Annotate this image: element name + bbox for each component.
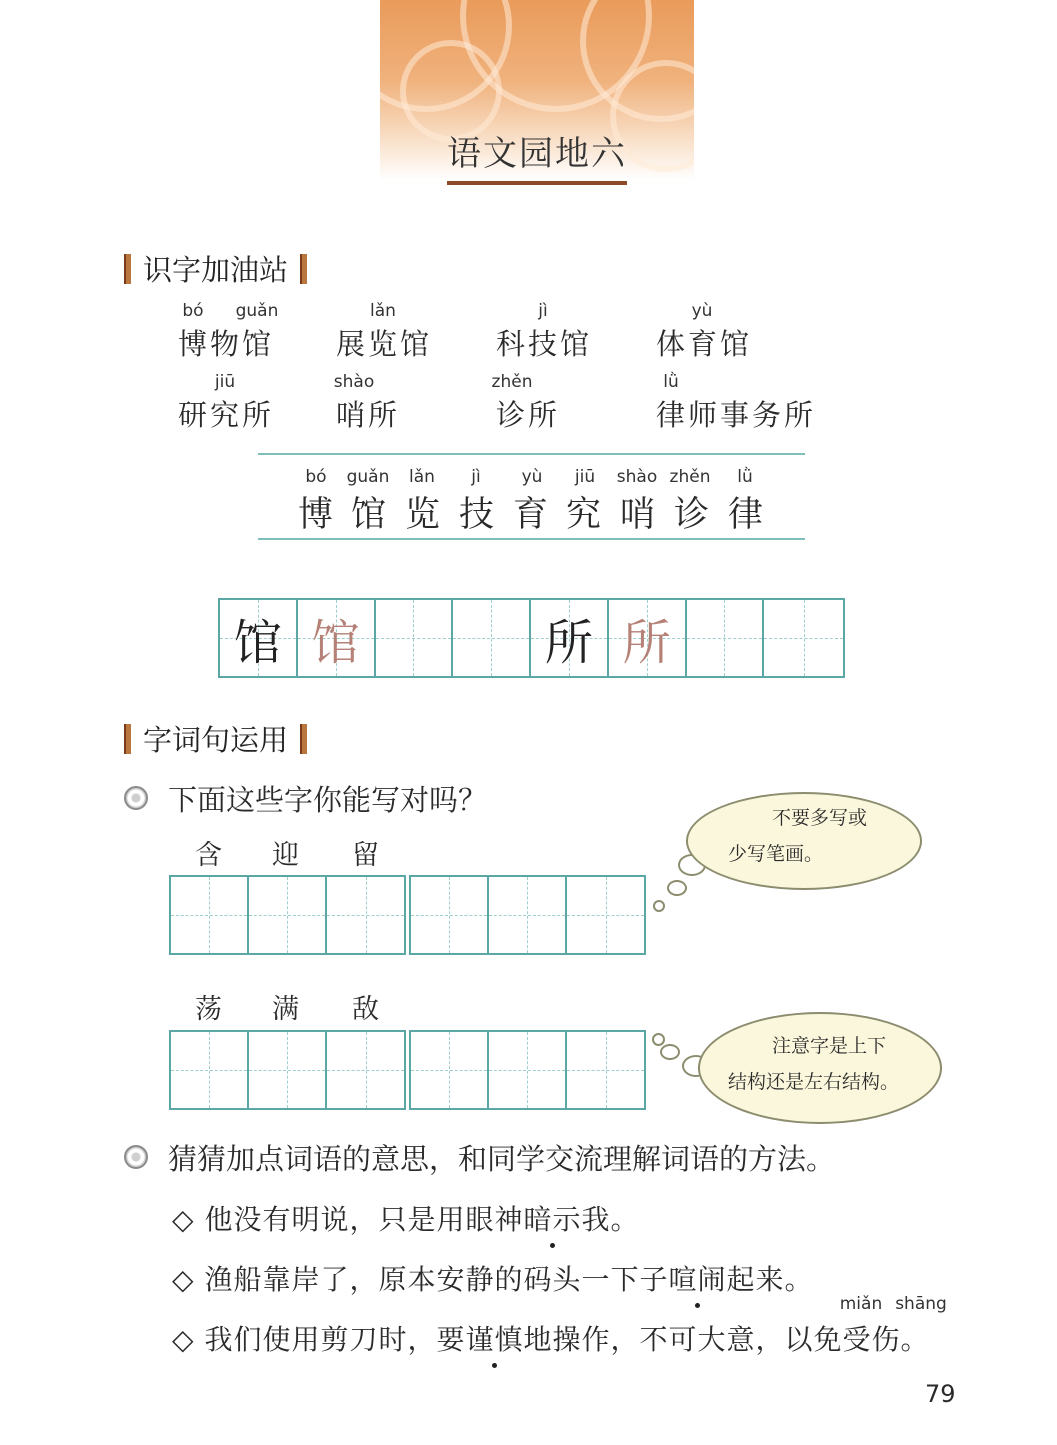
heading-bar-left [124,724,131,754]
pinyin: lǜ [663,372,679,392]
pinyin: zhěn [491,372,533,392]
new-char: 哨 [620,495,656,535]
thought-bubble [653,900,665,912]
dotted-word: 谨慎 [465,1318,523,1358]
grid-cell[interactable] [567,877,644,953]
grid-cell[interactable] [489,1032,567,1108]
char-pinyin: bó [305,467,327,487]
grid-cell[interactable] [327,877,404,953]
grid-cell[interactable] [411,1032,489,1108]
tip-text: 不要多写或 [772,807,868,829]
pinyin: bó [182,301,204,321]
practice-char: 满 [272,994,299,1025]
char-pinyin: lǎn [409,467,435,487]
new-char: 博 [298,495,334,535]
sentence-text: 渔船靠岸了，原本安静的码头一下子 [204,1263,669,1296]
example-sentence [172,1258,814,1298]
practice-char: 敌 [352,994,379,1025]
section-title: 字词句运用 [143,723,289,757]
sentence-text: 我。 [581,1203,640,1236]
grid-cell[interactable] [489,877,567,953]
example-sentence [172,1318,930,1358]
title-underline [447,181,627,185]
practice-char: 留 [352,840,379,871]
new-char: 览 [405,495,441,535]
new-char: 技 [459,495,495,535]
grid-cell[interactable] [171,877,249,953]
grid-cell [531,600,609,676]
grid-cell [220,600,298,676]
writing-grid [409,875,646,955]
char-pinyin: zhěn [669,467,711,487]
pinyin: shāng [895,1294,947,1314]
sentence-text: 他没有明说，只是用眼神 [204,1203,524,1236]
grid-cell[interactable] [171,1032,249,1108]
vocab-word: 诊所 [496,398,561,432]
pinyin: yù [691,301,713,321]
question-prompt: 下面这些字你能写对吗？ [168,783,488,817]
sentence-text: 我们使用剪刀时，要 [204,1323,466,1356]
char-pinyin: guǎn [346,467,390,487]
page-title: 语文园地六 [447,134,627,174]
model-char: 馆 [233,614,282,671]
new-char: 律 [728,495,764,535]
thought-bubble [660,1044,680,1060]
new-char: 诊 [674,495,710,535]
sentence-text: 地操作，不可大意，以免受伤。 [523,1323,930,1356]
char-pinyin: jiū [574,467,596,487]
model-char: 所 [544,614,593,671]
divider-line [258,453,805,455]
vocab-word: 体育馆 [656,327,753,361]
vocab-word: 哨所 [336,398,401,432]
diamond-icon: ◇ [172,1203,195,1236]
section-heading-usage [120,718,311,759]
question-icon [124,1145,148,1169]
heading-bar-left [124,254,131,284]
diamond-icon: ◇ [172,1323,195,1356]
thought-bubble [652,1033,665,1046]
grid-cell [298,600,376,676]
practice-char: 迎 [272,840,299,871]
grid-cell[interactable] [567,1032,644,1108]
tip-text: 结构还是左右结构。 [728,1071,900,1093]
heading-bar-right [300,724,307,754]
sentence-text: 起来。 [726,1263,814,1296]
dotted-word: 暗示 [523,1198,581,1238]
grid-cell[interactable] [453,600,531,676]
writing-grid [169,1030,406,1110]
new-char: 馆 [351,495,387,535]
new-char: 究 [566,495,602,535]
page-number: 79 [925,1380,956,1408]
vocab-word: 律师事务所 [656,398,817,432]
tip-text: 少写笔画。 [728,843,824,865]
practice-char: 荡 [195,994,222,1025]
vocab-word: 科技馆 [496,327,593,361]
vocab-word: 研究所 [178,398,275,432]
char-pinyin: yù [521,467,543,487]
pinyin: jì [538,301,548,321]
divider-line [258,538,805,540]
writing-grid [169,875,406,955]
grid-cell[interactable] [376,600,454,676]
grid-cell[interactable] [687,600,765,676]
trace-char: 馆 [311,614,360,671]
question-prompt: 猜猜加点词语的意思，和同学交流理解词语的方法。 [168,1142,836,1176]
new-char: 育 [513,495,549,535]
pinyin: guǎn [235,301,279,321]
grid-cell[interactable] [249,1032,327,1108]
grid-cell [609,600,687,676]
vocab-word: 展览馆 [336,327,433,361]
section-heading-literacy [120,248,311,289]
heading-bar-right [300,254,307,284]
tip-text: 注意字是上下 [772,1035,887,1057]
dotted-word: 喧闹 [668,1258,726,1298]
question-icon [124,786,148,810]
trace-char: 所 [622,614,671,671]
writing-grid [218,598,845,678]
vocab-word: 博物馆 [178,327,275,361]
practice-char: 含 [195,840,222,871]
grid-cell[interactable] [411,877,489,953]
grid-cell[interactable] [764,600,843,676]
grid-cell[interactable] [249,877,327,953]
thought-bubble [667,880,687,896]
char-pinyin: shào [616,467,658,487]
char-pinyin: lǜ [737,467,753,487]
grid-cell[interactable] [327,1032,404,1108]
char-pinyin: jì [471,467,481,487]
example-sentence [172,1198,640,1238]
writing-grid [409,1030,646,1110]
diamond-icon: ◇ [172,1263,195,1296]
section-title: 识字加油站 [143,253,289,287]
pinyin: jiū [214,372,236,392]
pinyin: shào [333,372,375,392]
pinyin: lǎn [370,301,396,321]
pinyin: miǎn [839,1294,883,1314]
